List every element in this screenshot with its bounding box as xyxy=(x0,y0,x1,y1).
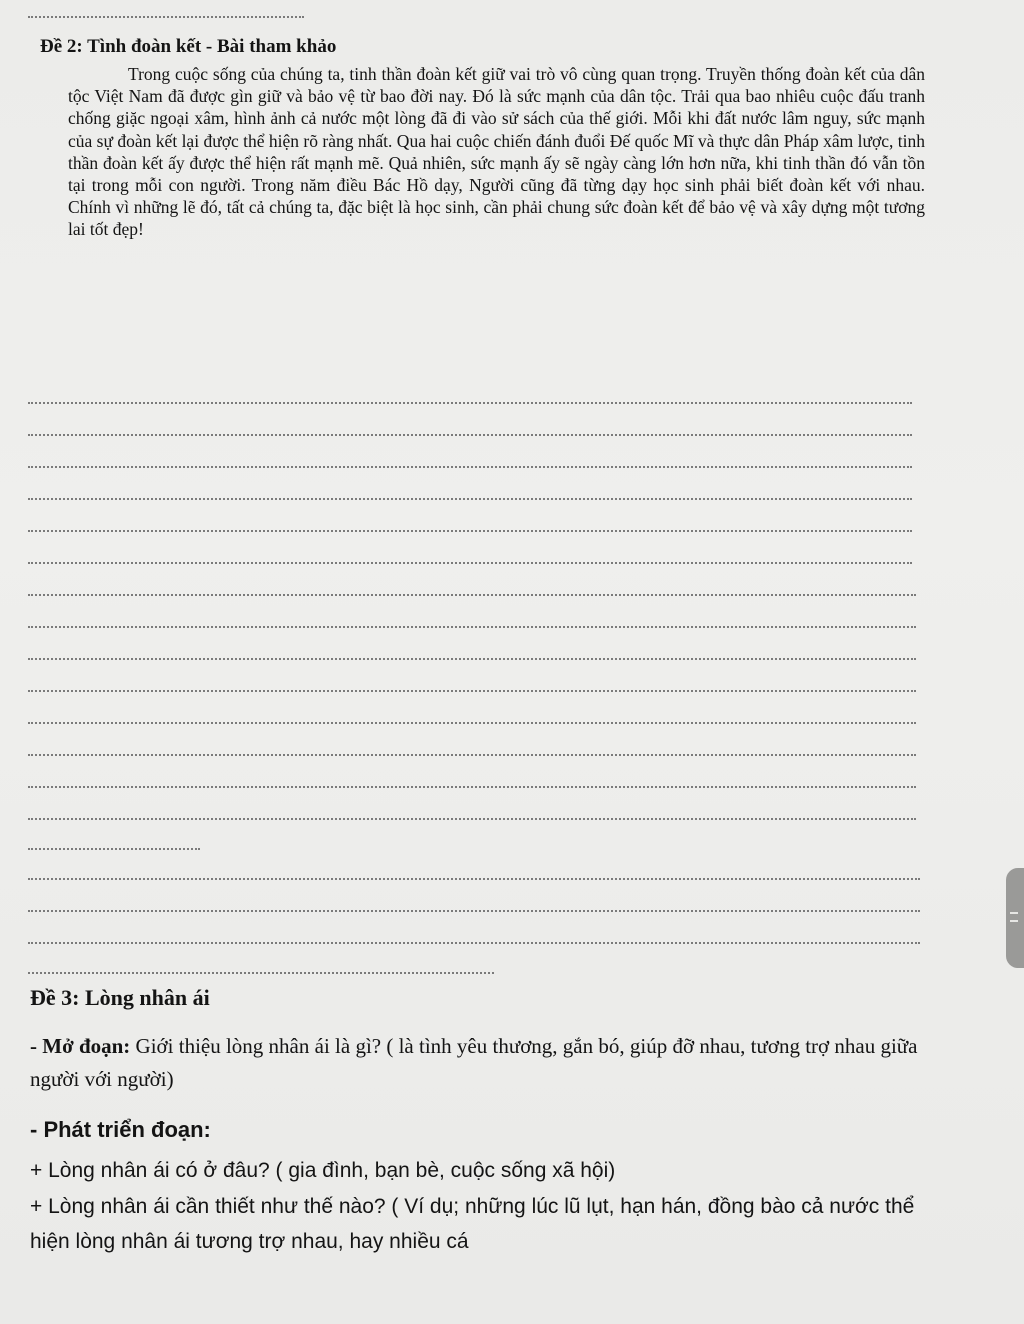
answer-line xyxy=(28,754,916,756)
answer-line xyxy=(28,594,916,596)
answer-line xyxy=(28,786,916,788)
answer-line xyxy=(28,402,912,404)
answer-line xyxy=(28,658,916,660)
answer-line xyxy=(28,466,912,468)
development-bullet: + Lòng nhân ái cần thiết như thế nào? ( Ví dụ; những lúc lũ lụt, hạn hán, đồng bào cả nước thể hiện lòng nhân ái tương trợ nhau, hay nhiều cá xyxy=(30,1195,915,1253)
answer-line xyxy=(28,818,916,820)
section2-title: Đề 2: Tình đoàn kết - Bài tham khảo xyxy=(40,36,337,57)
grip-icon xyxy=(1010,912,1018,914)
answer-line xyxy=(28,910,920,912)
answer-line-short xyxy=(28,848,200,850)
answer-line xyxy=(28,434,912,436)
opening-label: - Mở đoạn: xyxy=(30,1034,131,1058)
answer-line xyxy=(28,498,912,500)
answer-line xyxy=(28,530,912,532)
top-answer-line xyxy=(28,16,304,18)
answer-line xyxy=(28,562,912,564)
answer-line xyxy=(28,722,916,724)
section3-title: Đề 3: Lòng nhân ái xyxy=(30,985,210,1010)
opening-text: Giới thiệu lòng nhân ái là gì? ( là tình yêu thương, gắn bó, giúp đỡ nhau, tương trợ nhau giữa người với người) xyxy=(30,1034,918,1091)
answer-line xyxy=(28,942,920,944)
answer-line xyxy=(28,878,920,880)
answer-line-short xyxy=(28,972,494,974)
answer-line xyxy=(28,626,916,628)
grip-icon xyxy=(1010,920,1018,922)
section2-essay: Trong cuộc sống của chúng ta, tinh thần đoàn kết giữ vai trò vô cùng quan trọng. Truyền thống đoàn kết của dân tộc Việt Nam đã được gìn giữ và bảo vệ từ bao đời nay. Đó là sức mạnh của dân tộc. Trải qua bao nhiêu cuộc đấu tranh chống giặc ngoại xâm, hình ảnh cả nước một lòng đã đi vào sử sách của thế giới. Mỗi khi đất nước lâm nguy, sức mạnh của sự đoàn kết lại được thể hiện rõ ràng nhất. Qua hai cuộc chiến đánh đuổi Đế quốc Mĩ và thực dân Pháp xâm lược, tinh thần đoàn kết ấy được thể hiện rất mạnh mẽ. Quả nhiên, sức mạnh ấy sẽ ngày càng lớn hơn nữa, khi tinh thần đó vẫn tồn tại trong mỗi con người. Trong năm điều Bác Hồ dạy, Người cũng đã từng dạy học sinh phải biết đoàn kết với nhau. Chính vì những lẽ đó, tất cả chúng ta, đặc biệt là học sinh, cần phải chung sức đoàn kết để bảo vệ và xây dựng một tương lai tốt đẹp! xyxy=(68,64,925,240)
answer-line xyxy=(28,690,916,692)
scroll-handle[interactable] xyxy=(1006,868,1024,968)
opening-paragraph xyxy=(30,1030,930,1096)
development-bullet: + Lòng nhân ái có ở đâu? ( gia đình, bạn bè, cuộc sống xã hội) xyxy=(30,1159,616,1182)
development-heading: - Phát triển đoạn: xyxy=(30,1117,211,1142)
